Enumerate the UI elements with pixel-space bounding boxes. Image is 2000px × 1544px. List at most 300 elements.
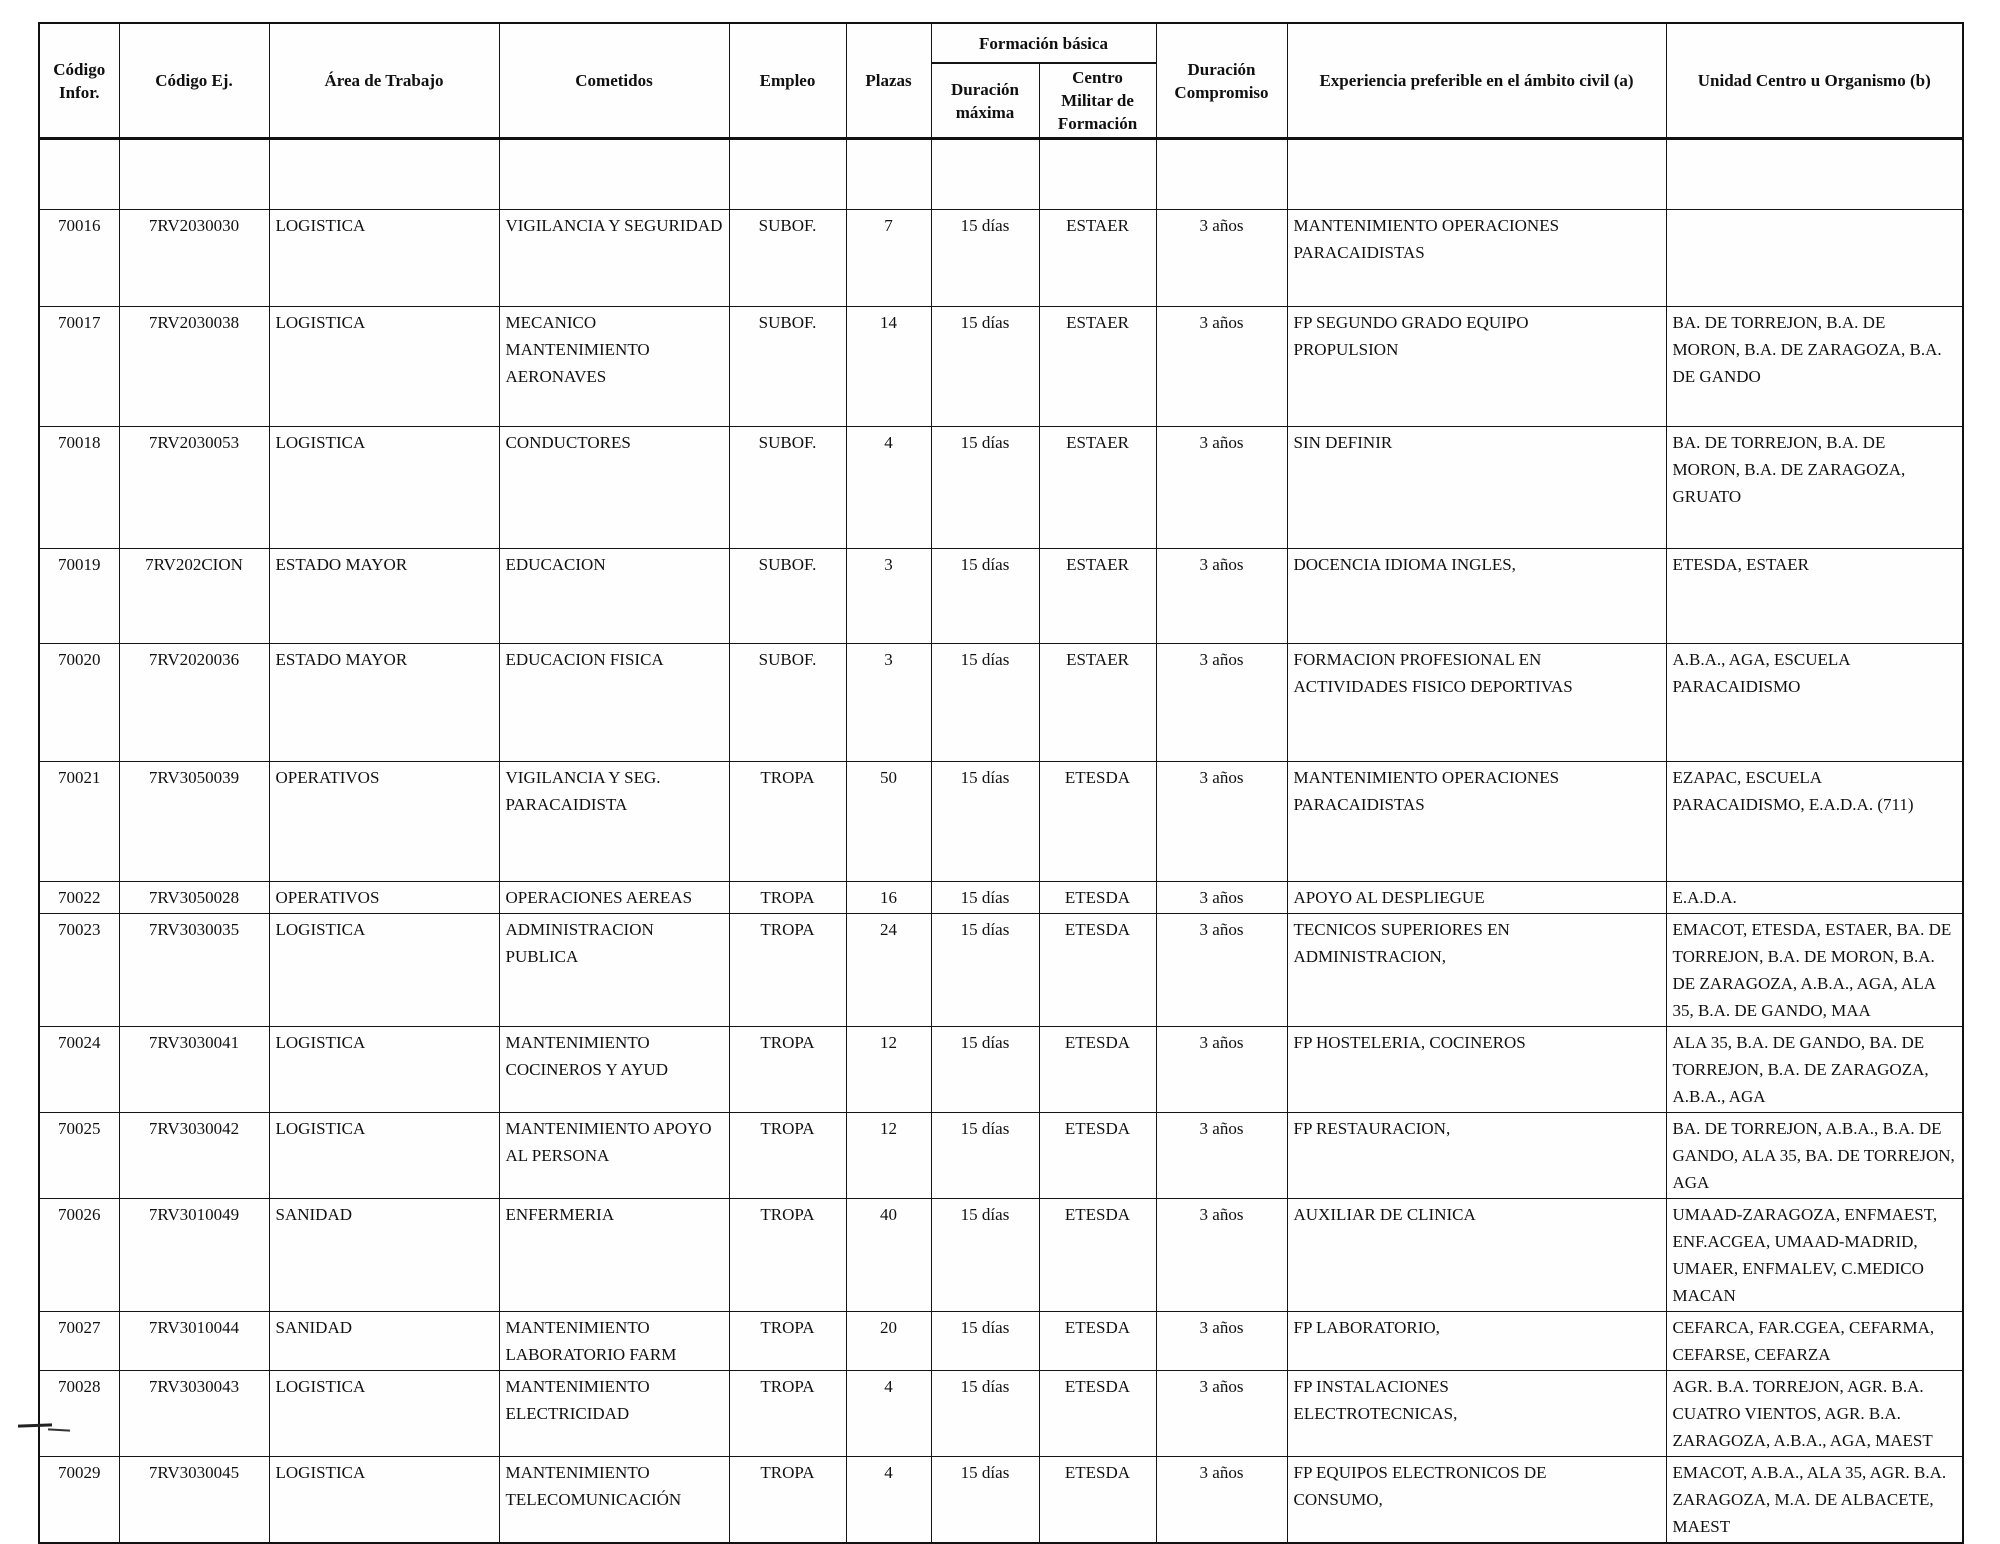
- cell-cometidos: [499, 1457, 729, 1544]
- cell-experiencia-text: FP LABORATORIO,: [1293, 1318, 1440, 1337]
- cell-centro-militar-text: ETESDA: [1064, 1463, 1131, 1482]
- cell-codigo-ej-text: 7RV2030053: [148, 433, 240, 452]
- cell-codigo-ej-text: 7RV3030042: [148, 1119, 240, 1138]
- cell-duracion-compromiso-text: 3 años: [1199, 920, 1244, 939]
- cell-codigo-infor-text: 70018: [58, 433, 101, 452]
- cell-plazas-text: 24: [880, 920, 897, 939]
- cell-plazas-text: 4: [884, 1463, 893, 1482]
- cell-centro-militar: [1039, 1457, 1156, 1544]
- cell-cometidos: [499, 1113, 729, 1199]
- cell-area-trabajo: [269, 1371, 499, 1457]
- cell-experiencia-text: TECNICOS SUPERIORES EN ADMINISTRACION,: [1293, 920, 1510, 966]
- cell-codigo-infor-text: 70023: [58, 920, 101, 939]
- cell-codigo-ej: [119, 139, 269, 210]
- cell-unidad-text: EMACOT, A.B.A., ALA 35, AGR. B.A. ZARAGOZA, M.A. DE ALBACETE, MAEST: [1672, 1463, 1947, 1536]
- cell-experiencia: [1287, 914, 1666, 1027]
- table-row: [39, 549, 1963, 644]
- cell-area-trabajo-text: OPERATIVOS: [275, 888, 380, 907]
- cell-duracion-maxima-text: 15 días: [960, 555, 1010, 574]
- cell-cometidos: [499, 210, 729, 307]
- cell-empleo: [729, 1457, 846, 1544]
- cell-duracion-maxima: [931, 1199, 1039, 1312]
- cell-codigo-ej-text: 7RV3010044: [148, 1318, 240, 1337]
- cell-duracion-maxima-text: 15 días: [960, 650, 1010, 669]
- cell-duracion-compromiso-text: 3 años: [1199, 313, 1244, 332]
- cell-empleo: [729, 882, 846, 914]
- cell-duracion-compromiso: [1156, 210, 1287, 307]
- cell-codigo-ej-text: 7RV3050028: [148, 888, 240, 907]
- cell-empleo: [729, 1113, 846, 1199]
- cell-duracion-maxima: [931, 762, 1039, 882]
- cell-area-trabajo-text: SANIDAD: [275, 1318, 352, 1337]
- cell-unidad: [1666, 549, 1963, 644]
- cell-codigo-infor-text: 70016: [58, 216, 101, 235]
- cell-centro-militar-text: ETESDA: [1064, 768, 1131, 787]
- cell-unidad-text: AGR. B.A. TORREJON, AGR. B.A. CUATRO VIENTOS, AGR. B.A. ZARAGOZA, A.B.A., AGA, MAEST: [1672, 1377, 1933, 1450]
- cell-unidad-text: EZAPAC, ESCUELA PARACAIDISMO, E.A.D.A. (711): [1672, 768, 1914, 814]
- cell-codigo-infor: [39, 1457, 119, 1544]
- cell-empleo: [729, 1371, 846, 1457]
- cell-duracion-maxima: [931, 1371, 1039, 1457]
- cell-duracion-compromiso-text: 3 años: [1199, 1377, 1244, 1396]
- header-cometidos: Cometidos: [499, 23, 729, 139]
- cell-experiencia: [1287, 139, 1666, 210]
- cell-empleo: [729, 914, 846, 1027]
- cell-codigo-ej-text: 7RV2020036: [148, 650, 240, 669]
- cell-duracion-maxima-text: 15 días: [960, 1205, 1010, 1224]
- header-codigo-ej: Código Ej.: [119, 23, 269, 139]
- cell-codigo-infor-text: 70026: [58, 1205, 101, 1224]
- cell-experiencia: [1287, 307, 1666, 427]
- cell-cometidos: [499, 644, 729, 762]
- cell-duracion-compromiso: [1156, 549, 1287, 644]
- cell-area-trabajo: [269, 1027, 499, 1113]
- cell-codigo-infor: [39, 882, 119, 914]
- table-row: [39, 914, 1963, 1027]
- cell-duracion-compromiso-text: 3 años: [1199, 888, 1244, 907]
- cell-centro-militar-text: ESTAER: [1066, 313, 1129, 332]
- cell-unidad: [1666, 307, 1963, 427]
- cell-codigo-infor: [39, 307, 119, 427]
- table-row: [39, 1312, 1963, 1371]
- cell-area-trabajo-text: LOGISTICA: [275, 1377, 366, 1396]
- cell-codigo-infor-text: 70021: [58, 768, 101, 787]
- cell-unidad: [1666, 1371, 1963, 1457]
- cell-area-trabajo-text: ESTADO MAYOR: [275, 650, 408, 669]
- cell-experiencia-text: AUXILIAR DE CLINICA: [1293, 1205, 1476, 1224]
- cell-area-trabajo-text: LOGISTICA: [275, 920, 366, 939]
- cell-experiencia: [1287, 762, 1666, 882]
- cell-duracion-compromiso: [1156, 914, 1287, 1027]
- cell-empleo-text: TROPA: [760, 920, 815, 939]
- cell-area-trabajo-text: LOGISTICA: [275, 433, 366, 452]
- cell-codigo-ej-text: 7RV3030035: [148, 920, 240, 939]
- cell-duracion-compromiso: [1156, 307, 1287, 427]
- cell-codigo-infor: [39, 1199, 119, 1312]
- cell-empleo: [729, 644, 846, 762]
- cell-plazas-text: 20: [880, 1318, 897, 1337]
- cell-plazas-text: 14: [880, 313, 897, 332]
- cell-codigo-ej-text: 7RV3010049: [148, 1205, 240, 1224]
- cell-centro-militar: [1039, 427, 1156, 549]
- cell-cometidos: [499, 1371, 729, 1457]
- cell-cometidos-text: ADMINISTRACION PUBLICA: [505, 920, 654, 966]
- cell-plazas-text: 12: [880, 1119, 897, 1138]
- cell-cometidos-text: MANTENIMIENTO APOYO AL PERSONA: [505, 1119, 712, 1165]
- cell-codigo-infor: [39, 644, 119, 762]
- cell-empleo: [729, 210, 846, 307]
- cell-unidad-text: BA. DE TORREJON, B.A. DE MORON, B.A. DE ZARAGOZA, B.A. DE GANDO: [1672, 313, 1942, 386]
- cell-plazas-text: 7: [884, 216, 893, 235]
- header-plazas: Plazas: [846, 23, 931, 139]
- cell-plazas: [846, 549, 931, 644]
- cell-centro-militar: [1039, 882, 1156, 914]
- cell-centro-militar-text: ETESDA: [1064, 1205, 1131, 1224]
- cell-plazas-text: 4: [884, 433, 893, 452]
- cell-duracion-maxima-text: 15 días: [960, 1318, 1010, 1337]
- cell-codigo-ej: [119, 210, 269, 307]
- cell-centro-militar: [1039, 210, 1156, 307]
- cell-experiencia-text: FP RESTAURACION,: [1293, 1119, 1451, 1138]
- cell-cometidos-text: ENFERMERIA: [505, 1205, 615, 1224]
- cell-centro-militar-text: ESTAER: [1066, 216, 1129, 235]
- cell-codigo-ej: [119, 549, 269, 644]
- cell-area-trabajo-text: LOGISTICA: [275, 1119, 366, 1138]
- header-area-trabajo: Área de Trabajo: [269, 23, 499, 139]
- cell-codigo-ej: [119, 1113, 269, 1199]
- cell-duracion-maxima: [931, 307, 1039, 427]
- cell-empleo: [729, 427, 846, 549]
- cell-codigo-infor: [39, 427, 119, 549]
- cell-duracion-maxima: [931, 1027, 1039, 1113]
- cell-codigo-infor: [39, 139, 119, 210]
- cell-area-trabajo-text: ESTADO MAYOR: [275, 555, 408, 574]
- scan-artifact-stroke: [18, 1423, 52, 1427]
- cell-cometidos: [499, 762, 729, 882]
- cell-centro-militar-text: ETESDA: [1064, 1033, 1131, 1052]
- cell-codigo-ej: [119, 1027, 269, 1113]
- cell-cometidos-text: MANTENIMIENTO TELECOMUNICACIÓN: [505, 1463, 682, 1509]
- cell-cometidos-text: VIGILANCIA Y SEGURIDAD: [505, 216, 723, 235]
- cell-experiencia-text: DOCENCIA IDIOMA INGLES,: [1293, 555, 1516, 574]
- cell-duracion-compromiso-text: 3 años: [1199, 433, 1244, 452]
- cell-duracion-compromiso: [1156, 644, 1287, 762]
- cell-codigo-ej: [119, 914, 269, 1027]
- cell-codigo-ej: [119, 1312, 269, 1371]
- cell-cometidos-text: OPERACIONES AEREAS: [505, 888, 693, 907]
- cell-duracion-maxima-text: 15 días: [960, 1033, 1010, 1052]
- cell-empleo: [729, 307, 846, 427]
- cell-unidad: [1666, 1113, 1963, 1199]
- cell-centro-militar-text: ETESDA: [1064, 1318, 1131, 1337]
- cell-experiencia-text: MANTENIMIENTO OPERACIONES PARACAIDISTAS: [1293, 216, 1560, 262]
- cell-experiencia: [1287, 210, 1666, 307]
- cell-duracion-compromiso: [1156, 1027, 1287, 1113]
- cell-unidad: [1666, 882, 1963, 914]
- cell-duracion-compromiso-text: 3 años: [1199, 1463, 1244, 1482]
- cell-plazas: [846, 1312, 931, 1371]
- cell-empleo: [729, 139, 846, 210]
- cell-centro-militar: [1039, 762, 1156, 882]
- cell-centro-militar: [1039, 1027, 1156, 1113]
- cell-plazas-text: 3: [884, 555, 893, 574]
- cell-codigo-ej-text: 7RV3030043: [148, 1377, 240, 1396]
- cell-duracion-maxima: [931, 549, 1039, 644]
- cell-area-trabajo-text: LOGISTICA: [275, 1463, 366, 1482]
- cell-codigo-infor: [39, 1027, 119, 1113]
- cell-experiencia: [1287, 882, 1666, 914]
- table-row: [39, 307, 1963, 427]
- cell-codigo-ej: [119, 307, 269, 427]
- cell-duracion-maxima-text: 15 días: [960, 1119, 1010, 1138]
- cell-area-trabajo: [269, 644, 499, 762]
- cell-codigo-ej-text: 7RV3050039: [148, 768, 240, 787]
- cell-cometidos: [499, 1312, 729, 1371]
- cell-experiencia: [1287, 1371, 1666, 1457]
- cell-codigo-infor: [39, 1113, 119, 1199]
- header-duracion-maxima: Duración máxima: [931, 63, 1039, 139]
- cell-area-trabajo: [269, 1113, 499, 1199]
- cell-centro-militar: [1039, 1371, 1156, 1457]
- cell-empleo-text: TROPA: [760, 768, 815, 787]
- cell-duracion-compromiso-text: 3 años: [1199, 650, 1244, 669]
- cell-plazas-text: 16: [880, 888, 897, 907]
- cell-centro-militar: [1039, 1312, 1156, 1371]
- cell-centro-militar-text: ETESDA: [1064, 888, 1131, 907]
- cell-unidad: [1666, 1027, 1963, 1113]
- cell-cometidos-text: MECANICO MANTENIMIENTO AERONAVES: [505, 313, 650, 386]
- cell-empleo: [729, 1027, 846, 1113]
- cell-centro-militar: [1039, 914, 1156, 1027]
- cell-duracion-maxima: [931, 914, 1039, 1027]
- cell-duracion-maxima: [931, 1312, 1039, 1371]
- cell-centro-militar-text: ESTAER: [1066, 650, 1129, 669]
- cell-empleo-text: SUBOF.: [758, 313, 817, 332]
- cell-experiencia: [1287, 549, 1666, 644]
- cell-empleo: [729, 762, 846, 882]
- cell-area-trabajo: [269, 307, 499, 427]
- cell-duracion-compromiso-text: 3 años: [1199, 768, 1244, 787]
- cell-area-trabajo: [269, 210, 499, 307]
- cell-duracion-compromiso: [1156, 1199, 1287, 1312]
- cell-plazas-text: 4: [884, 1377, 893, 1396]
- cell-cometidos: [499, 427, 729, 549]
- cell-codigo-infor-text: 70027: [58, 1318, 101, 1337]
- cell-experiencia: [1287, 1457, 1666, 1544]
- cell-codigo-infor-text: 70024: [58, 1033, 101, 1052]
- cell-duracion-maxima-text: 15 días: [960, 920, 1010, 939]
- cell-duracion-compromiso: [1156, 1371, 1287, 1457]
- cell-experiencia-text: FP HOSTELERIA, COCINEROS: [1293, 1033, 1526, 1052]
- cell-area-trabajo-text: LOGISTICA: [275, 1033, 366, 1052]
- header-formacion-basica: Formación básica: [931, 23, 1156, 63]
- cell-codigo-ej: [119, 427, 269, 549]
- cell-duracion-maxima: [931, 1457, 1039, 1544]
- cell-unidad: [1666, 644, 1963, 762]
- cell-empleo-text: TROPA: [760, 1033, 815, 1052]
- cell-duracion-maxima: [931, 210, 1039, 307]
- cell-codigo-infor-text: 70020: [58, 650, 101, 669]
- cell-cometidos: [499, 307, 729, 427]
- cell-duracion-maxima: [931, 882, 1039, 914]
- header-experiencia: Experiencia preferible en el ámbito civil (a): [1287, 23, 1666, 139]
- cell-empleo-text: TROPA: [760, 888, 815, 907]
- cell-unidad: [1666, 914, 1963, 1027]
- cell-duracion-maxima: [931, 427, 1039, 549]
- cell-duracion-maxima-text: 15 días: [960, 1377, 1010, 1396]
- cell-plazas: [846, 644, 931, 762]
- cell-unidad-text: BA. DE TORREJON, B.A. DE MORON, B.A. DE ZARAGOZA, GRUATO: [1672, 433, 1906, 506]
- cell-duracion-compromiso: [1156, 139, 1287, 210]
- cell-area-trabajo-text: LOGISTICA: [275, 313, 366, 332]
- cell-duracion-compromiso: [1156, 882, 1287, 914]
- table-row: [39, 762, 1963, 882]
- cell-empleo-text: TROPA: [760, 1205, 815, 1224]
- cell-duracion-maxima: [931, 1113, 1039, 1199]
- cell-duracion-maxima-text: 15 días: [960, 888, 1010, 907]
- cell-plazas: [846, 882, 931, 914]
- cell-duracion-compromiso: [1156, 1457, 1287, 1544]
- cell-cometidos: [499, 139, 729, 210]
- cell-cometidos: [499, 1027, 729, 1113]
- cell-area-trabajo: [269, 549, 499, 644]
- cell-centro-militar: [1039, 307, 1156, 427]
- cell-codigo-infor-text: 70029: [58, 1463, 101, 1482]
- table-row: [39, 210, 1963, 307]
- cell-plazas: [846, 210, 931, 307]
- cell-unidad: [1666, 139, 1963, 210]
- cell-centro-militar: [1039, 1113, 1156, 1199]
- header-empleo: Empleo: [729, 23, 846, 139]
- cell-experiencia-text: FP EQUIPOS ELECTRONICOS DE CONSUMO,: [1293, 1463, 1547, 1509]
- table-row: [39, 882, 1963, 914]
- cell-experiencia: [1287, 1312, 1666, 1371]
- cell-area-trabajo: [269, 762, 499, 882]
- cell-empleo-text: TROPA: [760, 1463, 815, 1482]
- cell-unidad-text: BA. DE TORREJON, A.B.A., B.A. DE GANDO, ALA 35, BA. DE TORREJON, AGA: [1672, 1119, 1955, 1192]
- table-row: [39, 1027, 1963, 1113]
- cell-cometidos-text: MANTENIMIENTO ELECTRICIDAD: [505, 1377, 650, 1423]
- cell-codigo-infor-text: 70017: [58, 313, 101, 332]
- cell-plazas: [846, 1027, 931, 1113]
- table-row: [39, 1371, 1963, 1457]
- cell-codigo-ej-text: 7RV3030041: [148, 1033, 240, 1052]
- table-row: [39, 1457, 1963, 1544]
- cell-area-trabajo: [269, 882, 499, 914]
- cell-experiencia: [1287, 427, 1666, 549]
- table-header: [39, 23, 1963, 139]
- cell-unidad: [1666, 1457, 1963, 1544]
- cell-centro-militar-text: ESTAER: [1066, 433, 1129, 452]
- cell-codigo-ej: [119, 644, 269, 762]
- cell-plazas: [846, 1457, 931, 1544]
- cell-duracion-maxima-text: 15 días: [960, 433, 1010, 452]
- cell-plazas: [846, 307, 931, 427]
- cell-unidad-text: A.B.A., AGA, ESCUELA PARACAIDISMO: [1672, 650, 1850, 696]
- cell-empleo-text: SUBOF.: [758, 216, 817, 235]
- header-unidad: Unidad Centro u Organismo (b): [1666, 23, 1963, 139]
- cell-centro-militar-text: ETESDA: [1064, 1377, 1131, 1396]
- cell-unidad: [1666, 762, 1963, 882]
- cell-codigo-ej-text: 7RV3030045: [148, 1463, 240, 1482]
- cell-empleo: [729, 1312, 846, 1371]
- cell-empleo-text: TROPA: [760, 1318, 815, 1337]
- scan-artifact-stroke: [48, 1428, 70, 1431]
- cell-area-trabajo: [269, 139, 499, 210]
- cell-experiencia-text: FORMACION PROFESIONAL EN ACTIVIDADES FISICO DEPORTIVAS: [1293, 650, 1573, 696]
- cell-centro-militar: [1039, 1199, 1156, 1312]
- cell-empleo: [729, 1199, 846, 1312]
- cell-codigo-infor: [39, 1312, 119, 1371]
- cell-duracion-compromiso: [1156, 1312, 1287, 1371]
- cell-unidad-text: E.A.D.A.: [1672, 888, 1737, 907]
- table-body: [39, 139, 1963, 1544]
- cell-codigo-ej: [119, 1371, 269, 1457]
- cell-codigo-infor: [39, 549, 119, 644]
- cell-codigo-infor: [39, 762, 119, 882]
- cell-duracion-compromiso: [1156, 1113, 1287, 1199]
- cell-empleo-text: SUBOF.: [758, 433, 817, 452]
- cell-plazas: [846, 139, 931, 210]
- cell-unidad: [1666, 427, 1963, 549]
- cell-area-trabajo: [269, 1199, 499, 1312]
- cell-cometidos: [499, 1199, 729, 1312]
- cell-centro-militar-text: ETESDA: [1064, 920, 1131, 939]
- cell-empleo: [729, 549, 846, 644]
- cell-area-trabajo: [269, 1312, 499, 1371]
- cell-duracion-compromiso: [1156, 427, 1287, 549]
- cell-experiencia: [1287, 1027, 1666, 1113]
- cell-plazas: [846, 914, 931, 1027]
- cell-unidad: [1666, 1312, 1963, 1371]
- cell-codigo-ej: [119, 882, 269, 914]
- cell-codigo-infor: [39, 1371, 119, 1457]
- cell-codigo-ej: [119, 1457, 269, 1544]
- cell-duracion-maxima-text: 15 días: [960, 313, 1010, 332]
- cell-codigo-ej-text: 7RV202CION: [145, 555, 243, 574]
- cell-codigo-infor-text: 70025: [58, 1119, 101, 1138]
- scan-artifact-mark: [18, 1420, 78, 1434]
- cell-unidad-text: ETESDA, ESTAER: [1672, 555, 1810, 574]
- header-duracion-compromiso: Duración Compromiso: [1156, 23, 1287, 139]
- cell-cometidos: [499, 882, 729, 914]
- cell-centro-militar: [1039, 644, 1156, 762]
- cell-cometidos-text: EDUCACION: [505, 555, 606, 574]
- cell-centro-militar-text: ESTAER: [1066, 555, 1129, 574]
- table-row: [39, 139, 1963, 210]
- cell-cometidos-text: EDUCACION FISICA: [505, 650, 664, 669]
- cell-duracion-compromiso-text: 3 años: [1199, 1119, 1244, 1138]
- cell-cometidos: [499, 549, 729, 644]
- cell-codigo-ej-text: 7RV2030038: [148, 313, 240, 332]
- cell-codigo-infor-text: 70019: [58, 555, 101, 574]
- cell-duracion-compromiso-text: 3 años: [1199, 1205, 1244, 1224]
- cell-plazas: [846, 1199, 931, 1312]
- cell-area-trabajo-text: SANIDAD: [275, 1205, 352, 1224]
- cell-experiencia: [1287, 1113, 1666, 1199]
- cell-codigo-ej-text: 7RV2030030: [148, 216, 240, 235]
- cell-experiencia-text: FP INSTALACIONES ELECTROTECNICAS,: [1293, 1377, 1458, 1423]
- cell-unidad-text: UMAAD-ZARAGOZA, ENFMAEST, ENF.ACGEA, UMAAD-MADRID, UMAER, ENFMALEV, C.MEDICO MACAN: [1672, 1205, 1938, 1305]
- cell-duracion-compromiso-text: 3 años: [1199, 216, 1244, 235]
- cell-cometidos-text: MANTENIMIENTO LABORATORIO FARM: [505, 1318, 677, 1364]
- cell-experiencia: [1287, 644, 1666, 762]
- cell-duracion-compromiso-text: 3 años: [1199, 1033, 1244, 1052]
- cell-duracion-compromiso: [1156, 762, 1287, 882]
- cell-duracion-maxima: [931, 644, 1039, 762]
- header-codigo-infor: Código Infor.: [39, 23, 119, 139]
- cell-codigo-infor: [39, 210, 119, 307]
